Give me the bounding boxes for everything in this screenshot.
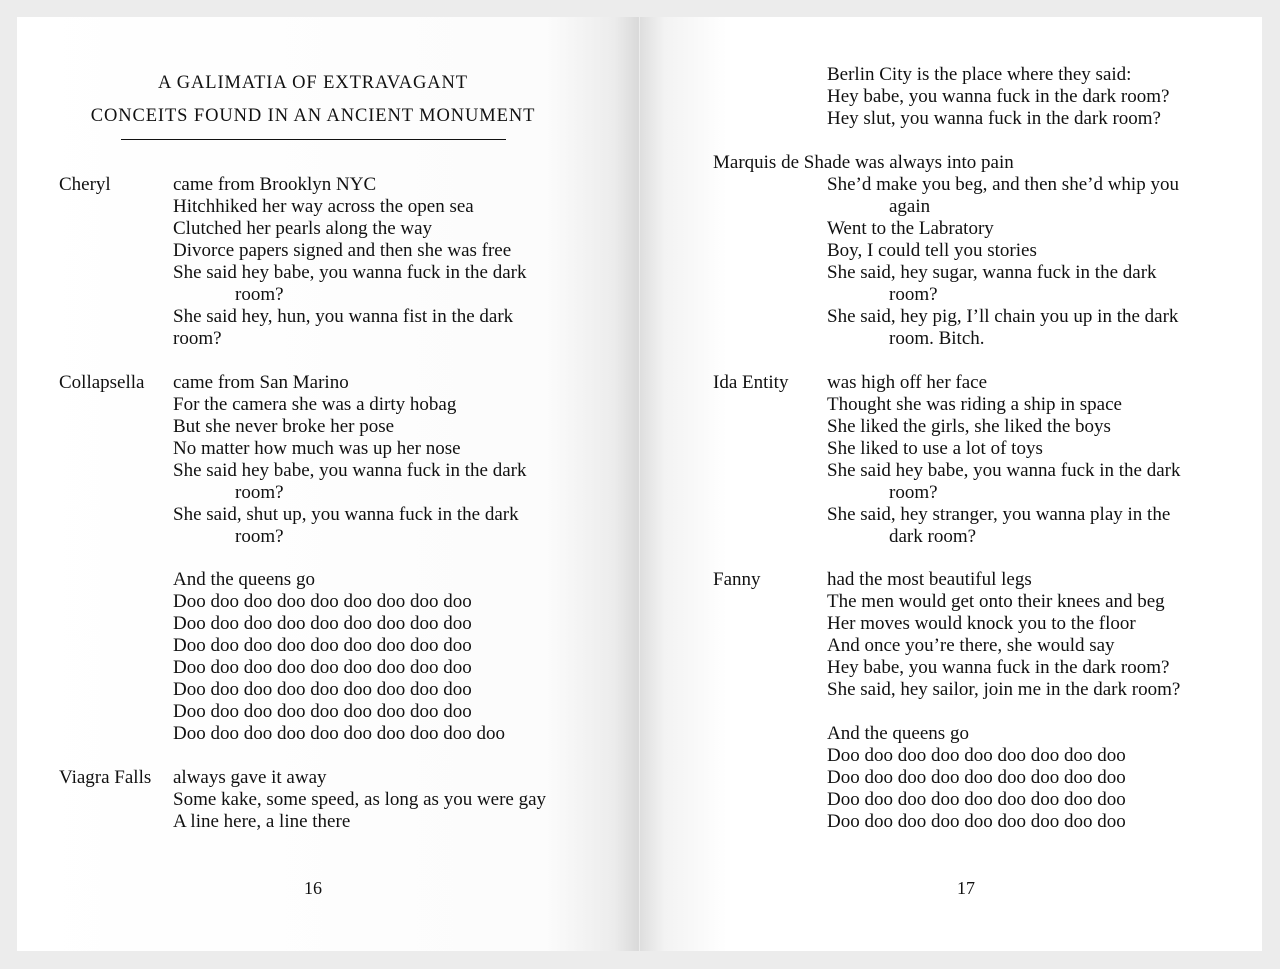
verse-line: And once you’re there, she would say [827,635,1115,656]
stanza-label: Cheryl [59,174,111,195]
stanza-lines [827,174,1179,350]
verse-line: Doo doo doo doo doo doo doo doo doo [173,679,472,700]
verse-line: Went to the Labratory [827,218,994,239]
verse-line-continuation: room? [235,482,284,503]
verse-line: Doo doo doo doo doo doo doo doo doo [173,635,472,656]
verse-line: Divorce papers signed and then she was free [173,240,512,261]
verse-line: She said hey babe, you wanna fuck in the dark [173,460,527,481]
stanza-label: Fanny [713,569,761,590]
verse-line: Her moves would knock you to the floor [827,613,1136,634]
stanza-lines [827,569,1180,701]
stanza-lines [827,64,1169,130]
verse-line: But she never broke her pose [173,416,395,437]
verse-line: She said hey, hun, you wanna fist in the dark [173,306,514,327]
verse-line: And the queens go [173,569,315,590]
verse-line: For the camera she was a dirty hobag [173,394,457,415]
verse-line: Doo doo doo doo doo doo doo doo doo [173,701,472,722]
verse-line: She’d make you beg, and then she’d whip you [827,174,1179,195]
verse-line: Doo doo doo doo doo doo doo doo doo [173,613,472,634]
right-page [640,17,1262,951]
verse-line-continuation: room? [235,284,284,305]
stanza-lines [173,767,546,833]
verse-line: room? [173,328,222,349]
left-page [17,17,639,951]
verse-line: The men would get onto their knees and beg [827,591,1165,612]
stanza-label: Marquis de Shade was always into pain [713,152,1014,173]
verse-line: Hey babe, you wanna fuck in the dark room? [827,86,1170,107]
page-number: 16 [304,878,322,898]
verse-line: Doo doo doo doo doo doo doo doo doo [827,789,1126,810]
verse-line: And the queens go [827,723,969,744]
verse-line-continuation: room. Bitch. [889,328,985,349]
verse-line-continuation: again [889,196,931,217]
verse-line: She liked to use a lot of toys [827,438,1043,459]
verse-line: She said, hey stranger, you wanna play in the [827,504,1171,525]
verse-line: She said, hey pig, I’ll chain you up in the dark [827,306,1179,327]
verse-line: came from Brooklyn NYC [173,174,377,195]
verse-line-continuation: dark room? [889,526,977,547]
stanza-lines [827,723,1126,833]
verse-line: Doo doo doo doo doo doo doo doo doo [173,591,472,612]
verse-line: She said hey babe, you wanna fuck in the dark [173,262,527,283]
verse-line-continuation: room? [889,482,938,503]
verse-line: was high off her face [827,372,988,393]
verse-line: She said, hey sailor, join me in the dark room? [827,679,1181,700]
verse-line: came from San Marino [173,372,349,393]
stanza-label: Ida Entity [713,372,789,393]
title-line-2: CONCEITS FOUND IN AN ANCIENT MONUMENT [90,106,536,126]
verse-line: Hey babe, you wanna fuck in the dark room? [827,657,1170,678]
stanza-label: Collapsella [59,372,145,393]
title-line-1: A GALIMATIA OF EXTRAVAGANT [158,73,468,93]
verse-line: She said, hey sugar, wanna fuck in the dark [827,262,1157,283]
verse-line: Clutched her pearls along the way [173,218,433,239]
verse-line: Berlin City is the place where they said: [827,64,1132,85]
page-number: 17 [957,878,975,898]
verse-line: Some kake, some speed, as long as you were gay [173,789,547,810]
verse-line: Doo doo doo doo doo doo doo doo doo [827,745,1126,766]
verse-line: She said hey babe, you wanna fuck in the dark [827,460,1181,481]
poem-title [17,67,609,133]
verse-line: Hey slut, you wanna fuck in the dark room? [827,108,1161,129]
verse-line-continuation: room? [235,526,284,547]
verse-line: Hitchhiked her way across the open sea [173,196,474,217]
stanza-lines [173,174,527,350]
verse-line: She said, shut up, you wanna fuck in the dark [173,504,519,525]
verse-line: Doo doo doo doo doo doo doo doo doo [827,811,1126,832]
stanza-lines [173,372,527,548]
verse-line: had the most beautiful legs [827,569,1032,590]
verse-line: Thought she was riding a ship in space [827,394,1122,415]
stanza-lines [827,372,1181,548]
verse-line: always gave it away [173,767,327,788]
verse-line: A line here, a line there [173,811,351,832]
stanza-lines [173,569,505,745]
stanza-label: Viagra Falls [59,767,152,788]
verse-line: She liked the girls, she liked the boys [827,416,1111,437]
verse-line: Doo doo doo doo doo doo doo doo doo doo [173,723,505,744]
verse-line: Doo doo doo doo doo doo doo doo doo [827,767,1126,788]
verse-line: Boy, I could tell you stories [827,240,1037,261]
verse-line-continuation: room? [889,284,938,305]
title-rule [121,139,506,140]
verse-line: Doo doo doo doo doo doo doo doo doo [173,657,472,678]
verse-line: No matter how much was up her nose [173,438,461,459]
